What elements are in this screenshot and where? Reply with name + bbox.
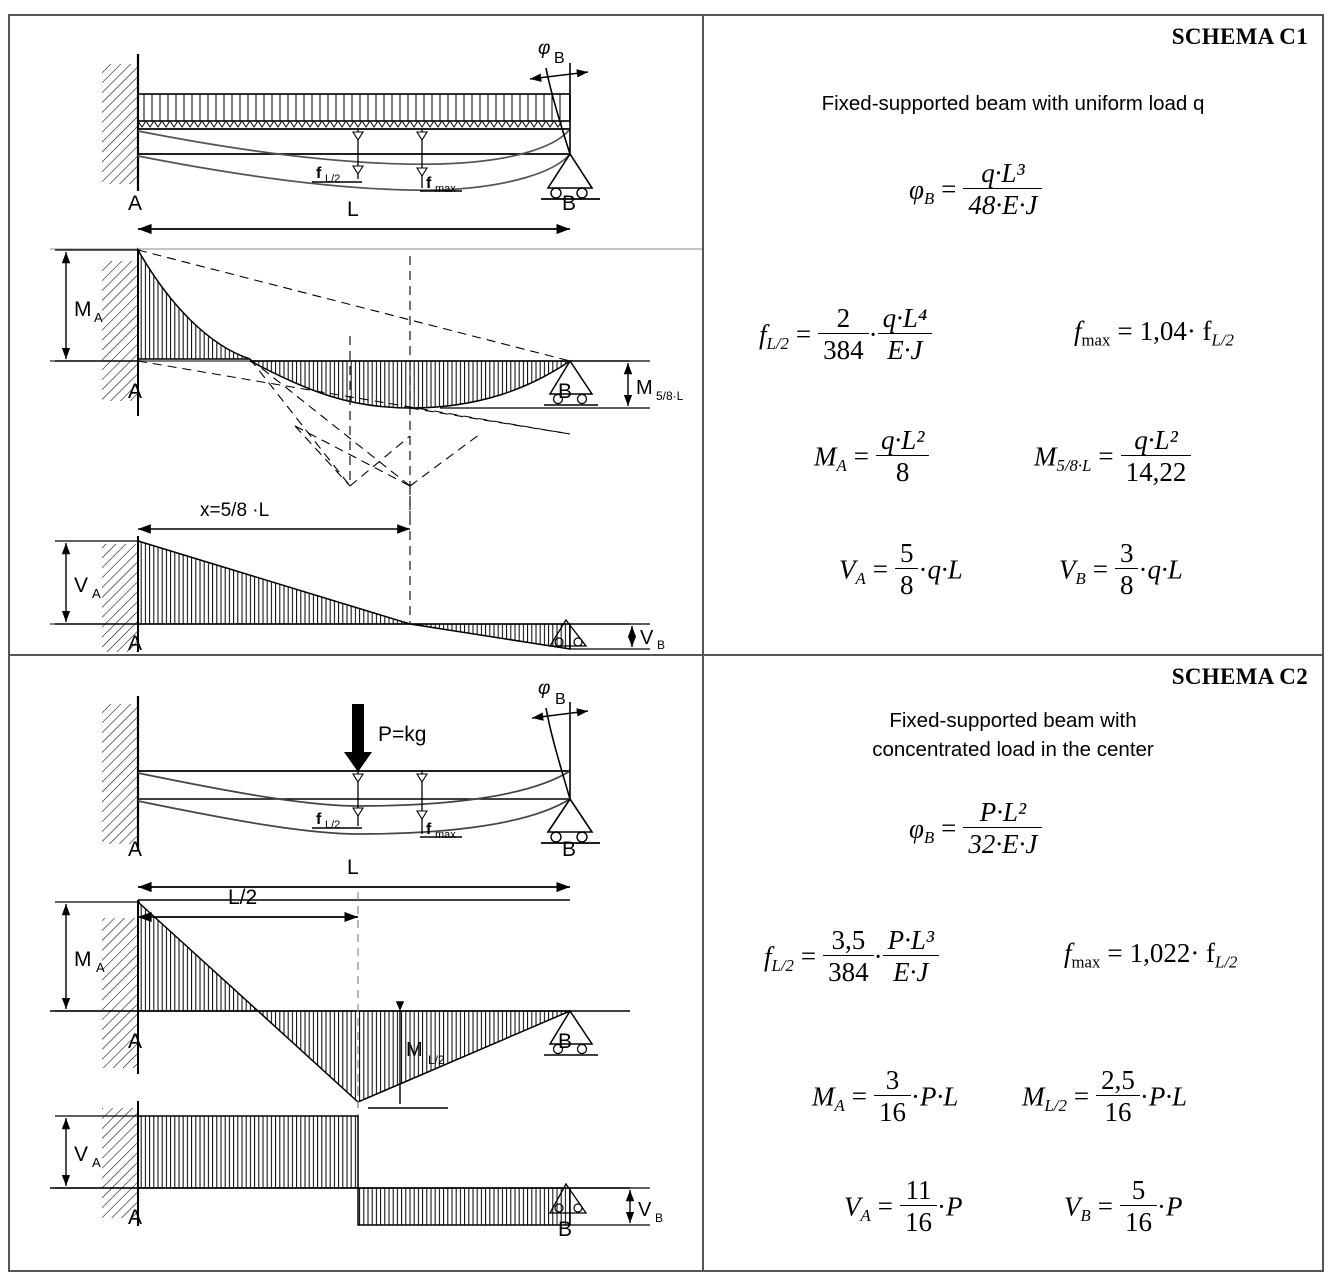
- phi-subscript: B: [923, 188, 935, 208]
- schema-title-c2: SCHEMA C2: [1171, 664, 1308, 689]
- moment-a-label-c1: M: [74, 298, 92, 321]
- equals-sign: =: [1098, 441, 1114, 472]
- numerator: q·L²: [880, 425, 925, 455]
- f-subscript: max: [1071, 952, 1101, 972]
- moment-span-label-c1: M: [636, 377, 653, 399]
- equals-sign: =: [851, 1081, 867, 1112]
- rhs-expression: 1,04· f: [1139, 316, 1212, 346]
- f-subscript: max: [1081, 330, 1111, 350]
- equals-sign: =: [1107, 938, 1123, 968]
- schema-description-line1-c2: Fixed-supported beam with: [889, 709, 1137, 732]
- formula-m-l2-c2: [1022, 1065, 1188, 1131]
- m-subscript: 5/8·L: [1056, 455, 1092, 475]
- coef-denominator: 16: [1096, 1095, 1140, 1128]
- formula-f-l2-c1: [759, 303, 932, 369]
- span-label-c2: L: [347, 856, 359, 879]
- f-symbol: f: [759, 319, 767, 350]
- point-load-label-c2: P=kg: [378, 723, 427, 746]
- denominator: 14,22: [1121, 455, 1192, 488]
- numerator: P·L³: [887, 925, 934, 955]
- beam-diagram-c1: [10, 16, 704, 652]
- support-a-label-c1: A: [128, 192, 143, 215]
- schema-description-c1: Fixed-supported beam with uniform load q: [821, 92, 1205, 115]
- phi-symbol: φ: [909, 174, 924, 205]
- shear-a-label-c1: V: [74, 574, 89, 597]
- equals-sign: =: [1073, 1081, 1090, 1112]
- coef-numerator: 11: [905, 1175, 932, 1205]
- deflection-max-label-c1: f: [426, 175, 432, 192]
- phi-subscript: B: [923, 827, 935, 847]
- support-a-label-shear-c2: A: [128, 1206, 143, 1229]
- equals-sign: =: [800, 941, 817, 972]
- v-symbol: V: [1064, 1191, 1081, 1222]
- formula-v-a-c2: [844, 1175, 963, 1241]
- deflection-mid-sub-c2: L/2: [325, 819, 341, 831]
- deflection-mid-label-c2: f: [316, 811, 322, 828]
- m-subscript: A: [836, 455, 847, 475]
- coef-denominator: 384: [823, 955, 874, 988]
- m-subscript: A: [834, 1095, 845, 1115]
- m-symbol: M: [1034, 441, 1057, 472]
- phi-b-symbol-c2: φ: [538, 678, 551, 699]
- support-b-label-c2: B: [562, 838, 577, 861]
- moment-span-sub-c1: 5/8·L: [656, 389, 684, 403]
- coef-numerator: 5: [899, 538, 914, 568]
- v-subscript: B: [1080, 1205, 1091, 1225]
- formula-m-a-c1: [814, 425, 929, 491]
- f-subscript: L/2: [766, 333, 789, 353]
- v-symbol: V: [844, 1191, 861, 1222]
- coef-denominator: 8: [1115, 568, 1139, 601]
- dot-operator: ·: [910, 1081, 920, 1112]
- formula-f-max-c1: [1074, 316, 1234, 350]
- span-label-c1: L: [347, 198, 359, 221]
- half-span-label-c2: L/2: [228, 886, 258, 909]
- schema-row-c2: [10, 656, 1322, 1270]
- denominator: E·J: [878, 333, 933, 366]
- f-symbol: f: [764, 941, 772, 972]
- shear-b-sub-c2: B: [655, 1211, 664, 1225]
- numerator: q·L⁴: [882, 303, 928, 333]
- tail-expression: q·L: [1147, 554, 1183, 585]
- deflection-max-sub-c1: max: [435, 183, 456, 195]
- f-subscript: L/2: [771, 955, 794, 975]
- dot-operator: ·: [868, 319, 878, 350]
- coef-numerator: 5: [1131, 1175, 1146, 1205]
- formula-f-max-c2: [1064, 938, 1237, 972]
- formula-phi-b-c2: [909, 797, 1042, 863]
- schema-title-c1: SCHEMA C1: [1171, 24, 1308, 49]
- diagram-cell-c2: [10, 656, 704, 1270]
- phi-b-symbol-c1: φ: [538, 38, 551, 59]
- equals-sign: =: [1117, 316, 1133, 346]
- equals-sign: =: [795, 319, 812, 350]
- denominator: E·J: [883, 955, 939, 988]
- support-a-label-moment-c2: A: [128, 1030, 143, 1053]
- v-subscript: B: [1075, 568, 1086, 588]
- dot-operator: ·: [918, 554, 928, 585]
- shear-b-label-c2: V: [638, 1199, 652, 1221]
- beam-diagram-c2: [10, 656, 704, 1266]
- m-symbol: M: [812, 1081, 835, 1112]
- zero-shear-label-c1: x=5/8 ·L: [200, 500, 270, 521]
- support-a-label-moment-c1: A: [128, 380, 143, 403]
- diagram-cell-c1: [10, 16, 704, 654]
- coef-denominator: 16: [1120, 1205, 1157, 1238]
- dot-operator: ·: [1156, 1191, 1166, 1222]
- dot-operator: ·: [936, 1191, 946, 1222]
- f-symbol: f: [1074, 316, 1082, 346]
- coef-denominator: 16: [900, 1205, 937, 1238]
- formula-m-a-c2: [812, 1065, 959, 1131]
- support-b-label-moment-c2: B: [558, 1030, 573, 1053]
- phi-symbol: φ: [909, 813, 924, 844]
- moment-a-sub-c2: A: [96, 960, 105, 975]
- rhs-expression: 1,022· f: [1129, 938, 1216, 968]
- moment-span-label-c2: M: [406, 1039, 423, 1061]
- v-subscript: A: [855, 568, 866, 588]
- dot-operator: ·: [1139, 1081, 1149, 1112]
- coef-numerator: 3,5: [831, 925, 866, 955]
- support-b-label-moment-c1: B: [558, 380, 573, 403]
- tail-expression: P·L: [1148, 1081, 1188, 1112]
- shear-b-sub-c1: B: [657, 638, 666, 652]
- support-b-label-c1: B: [562, 192, 577, 215]
- rhs-subscript: L/2: [1215, 952, 1238, 972]
- tail-expression: q·L: [927, 554, 963, 585]
- tail-expression: P: [945, 1191, 963, 1222]
- dot-operator: ·: [873, 941, 883, 972]
- support-b-label-shear-c2: B: [558, 1218, 573, 1241]
- coef-numerator: 3: [885, 1065, 900, 1095]
- phi-b-sub-c2: B: [555, 691, 566, 708]
- formula-cell-c1: [704, 16, 1322, 654]
- v-subscript: A: [860, 1205, 871, 1225]
- coef-numerator: 3: [1119, 538, 1134, 568]
- shear-b-label-c1: V: [640, 627, 654, 649]
- equals-sign: =: [941, 174, 957, 205]
- formula-v-b-c2: [1064, 1175, 1183, 1241]
- coef-denominator: 16: [874, 1095, 911, 1128]
- equals-sign: =: [1097, 1191, 1113, 1222]
- deflection-mid-sub-c1: L/2: [325, 173, 341, 185]
- equals-sign: =: [872, 554, 888, 585]
- v-symbol: V: [839, 554, 856, 585]
- formula-v-a-c1: [839, 538, 963, 604]
- numerator: q·L³: [981, 158, 1025, 188]
- equals-sign: =: [941, 813, 957, 844]
- equals-sign: =: [1092, 554, 1108, 585]
- numerator: q·L²: [1134, 425, 1178, 455]
- numerator: P·L²: [979, 797, 1027, 827]
- coef-numerator: 2,5: [1101, 1065, 1135, 1095]
- phi-b-sub-c1: B: [554, 50, 565, 67]
- moment-span-sub-c2: L/2: [428, 1053, 445, 1067]
- deflection-mid-label-c1: f: [316, 165, 322, 182]
- v-symbol: V: [1059, 554, 1076, 585]
- schema-row-c1: [10, 16, 1322, 656]
- deflection-max-sub-c2: max: [435, 829, 456, 841]
- point-load-arrow-c2: [344, 704, 372, 772]
- coef-denominator: 384: [818, 333, 869, 366]
- coef-denominator: 8: [895, 568, 919, 601]
- shear-a-sub-c1: A: [92, 586, 101, 601]
- moment-a-sub-c1: A: [94, 310, 103, 325]
- deflection-max-label-c2: f: [426, 821, 432, 838]
- denominator: 48·E·J: [963, 188, 1042, 221]
- moment-a-label-c2: M: [74, 948, 92, 971]
- coef-numerator: 2: [836, 303, 851, 333]
- dot-operator: ·: [1138, 554, 1148, 585]
- support-a-label-c2: A: [128, 838, 143, 861]
- schema-table: [8, 14, 1324, 1272]
- formula-v-b-c1: [1059, 538, 1183, 604]
- schema-description-line2-c2: concentrated load in the center: [872, 738, 1154, 761]
- denominator: 32·E·J: [963, 827, 1042, 860]
- formula-m-58l-c1: [1034, 425, 1191, 491]
- formula-phi-b-c1: [909, 158, 1042, 224]
- shear-a-sub-c2: A: [92, 1155, 101, 1170]
- tail-expression: P·L: [919, 1081, 959, 1112]
- m-subscript: L/2: [1044, 1095, 1067, 1115]
- rhs-subscript: L/2: [1211, 330, 1234, 350]
- support-a-label-shear-c1: A: [128, 632, 143, 652]
- m-symbol: M: [814, 441, 837, 472]
- f-symbol: f: [1064, 938, 1072, 968]
- denominator: 8: [876, 455, 929, 488]
- shear-a-label-c2: V: [74, 1143, 89, 1166]
- formula-f-l2-c2: [764, 925, 939, 991]
- equals-sign: =: [853, 441, 869, 472]
- m-symbol: M: [1022, 1081, 1045, 1112]
- equals-sign: =: [877, 1191, 893, 1222]
- tail-expression: P: [1165, 1191, 1183, 1222]
- formula-cell-c2: [704, 656, 1322, 1270]
